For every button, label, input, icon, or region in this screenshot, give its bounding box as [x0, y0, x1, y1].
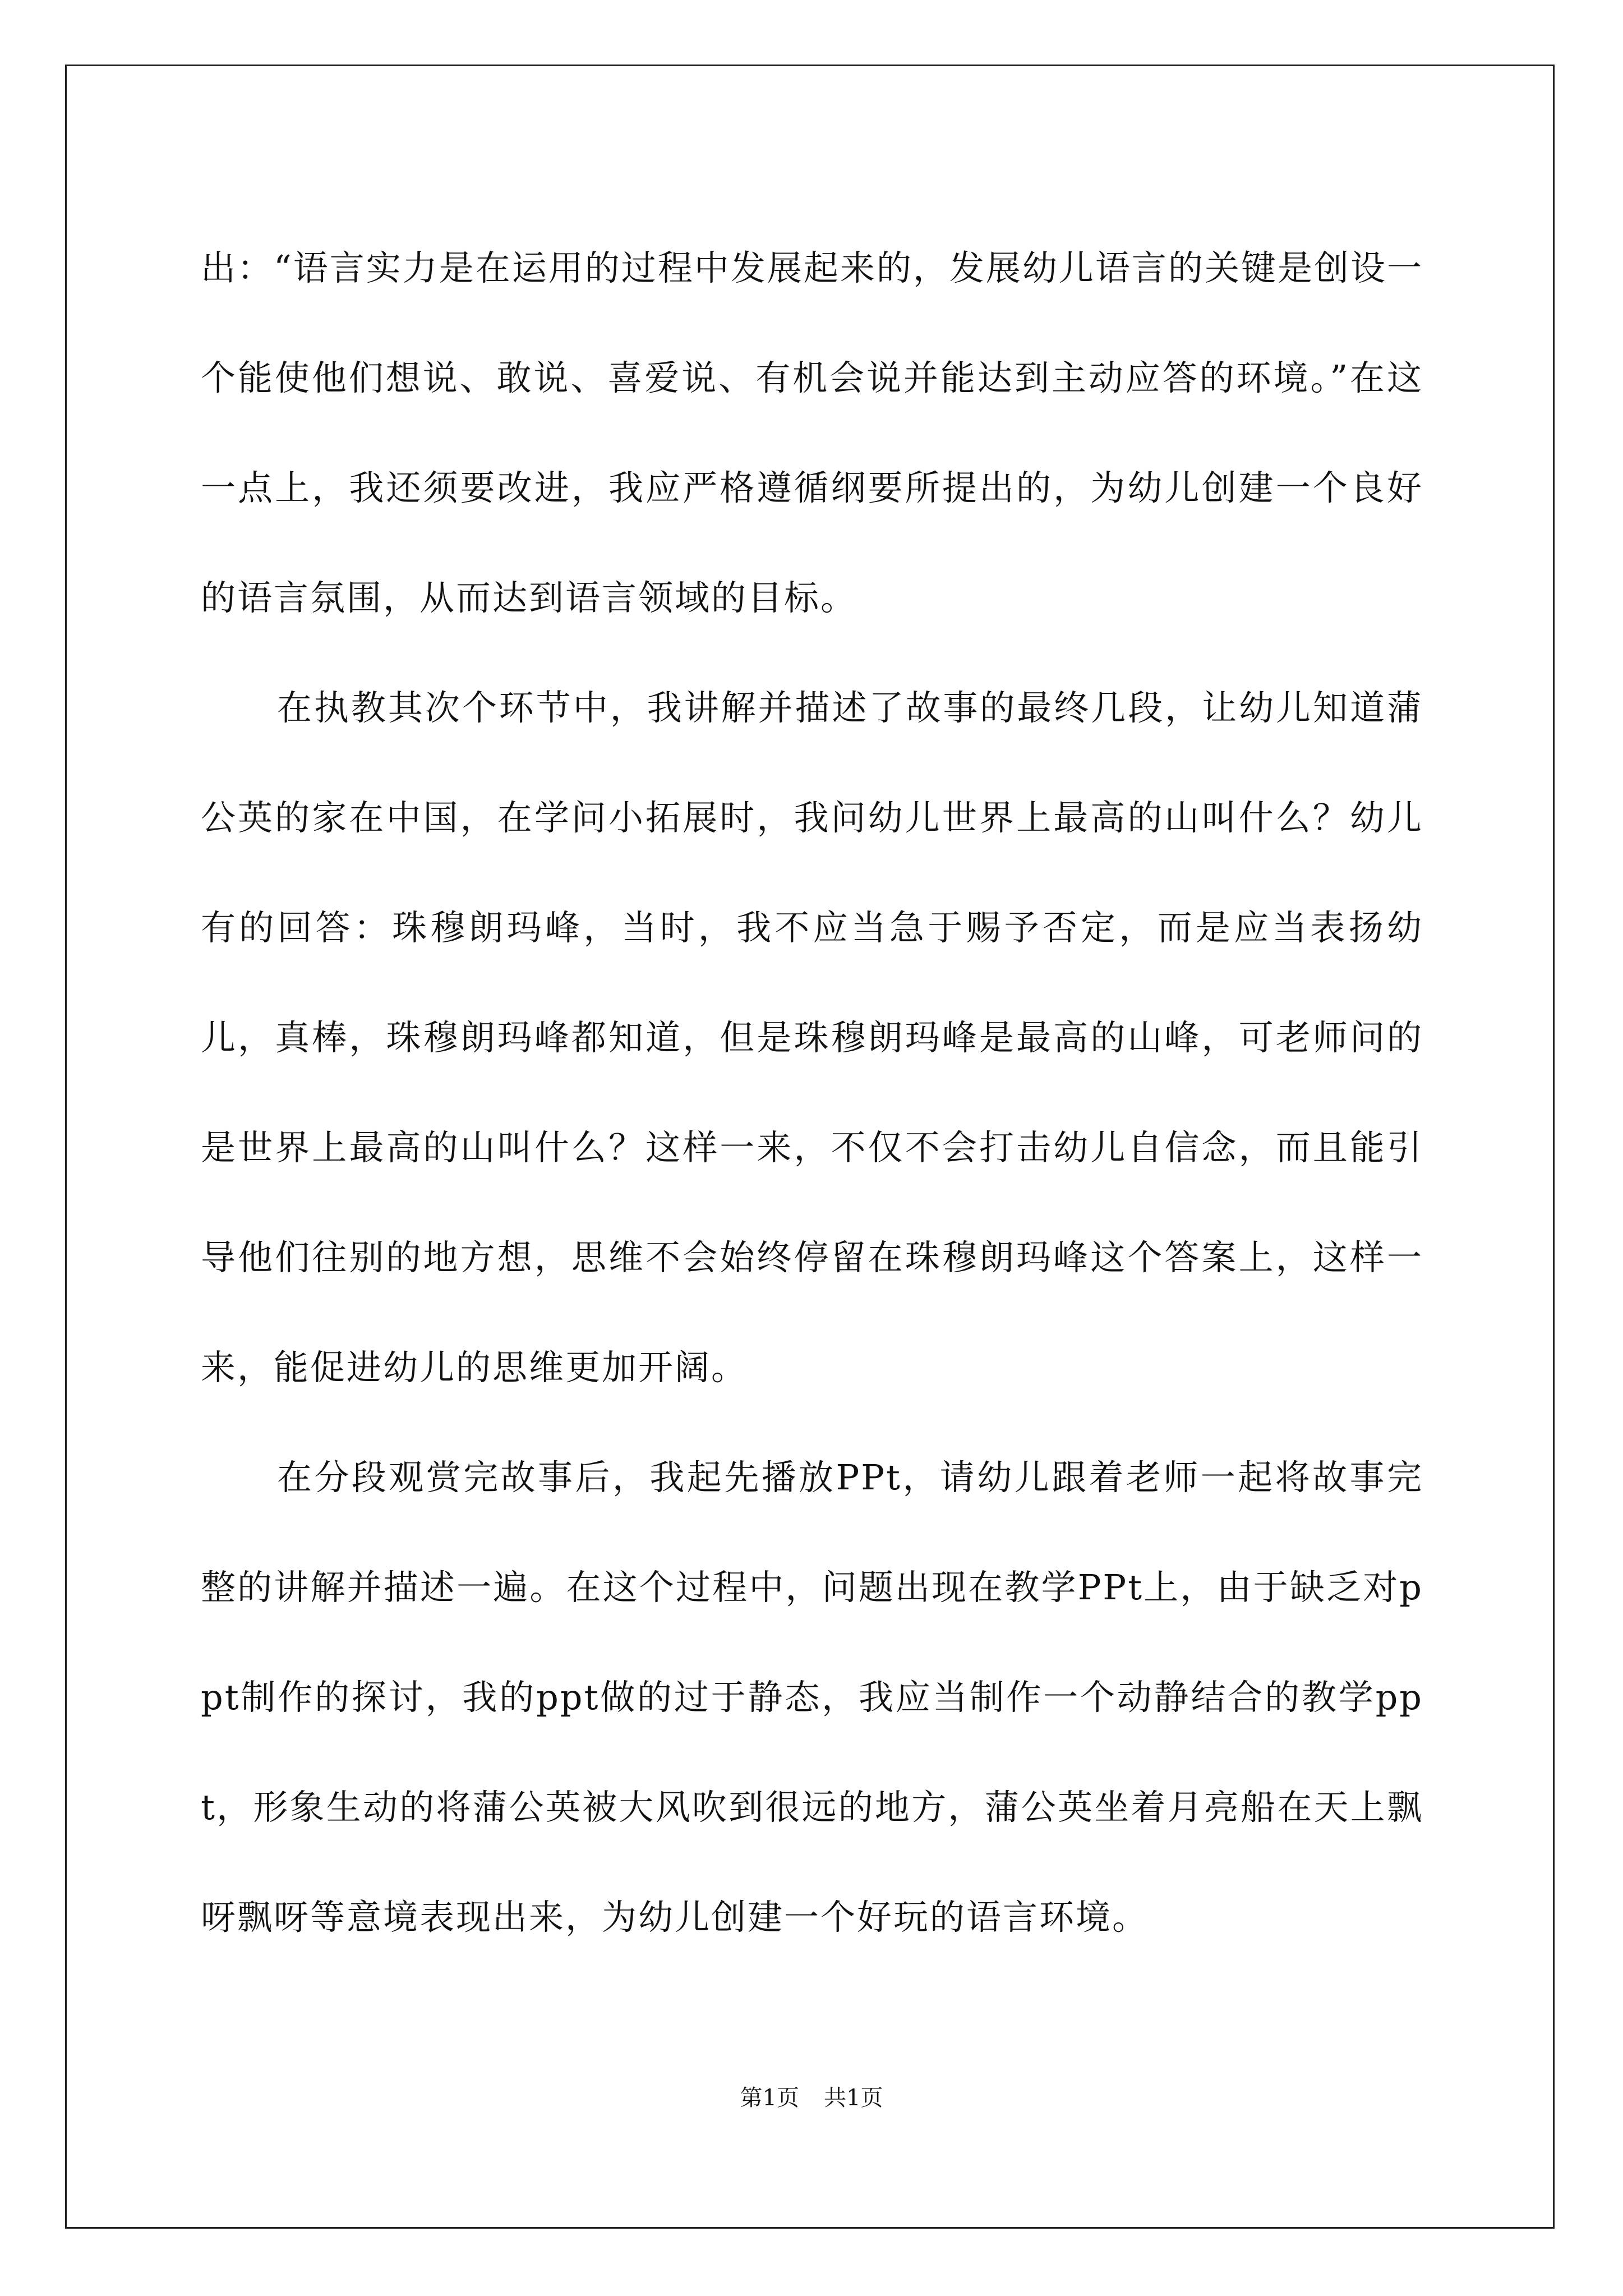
document-body [201, 213, 1423, 1972]
paragraph-continued: 出：“语言实力是在运用的过程中发展起来的，发展幼儿语言的关键是创设一个能使他们想说、敢说、喜爱说、有机会说并能达到主动应答的环境。”在这一点上，我还须要改进，我应严格遵循纲要所提出的，为幼儿创建一个良好的语言氛围，从而达到语言领域的目标。 [201, 247, 1423, 618]
paragraph-ppt-reflection: 在分段观赏完故事后，我起先播放PPt，请幼儿跟着老师一起将故事完整的讲解并描述一遍。在这个过程中，问题出现在教学PPt上，由于缺乏对ppt制作的探讨，我的ppt做的过于静态，我应当制作一个动静结合的教学ppt，形象生动的将蒲公英被大风吹到很远的地方，蒲公英坐着月亮船在天上飘呀飘呀等意境表现出来，为幼儿创建一个好玩的语言环境。 [201, 1457, 1423, 1938]
page-footer [0, 2082, 1623, 2114]
paragraph-second-segment: 在执教其次个环节中，我讲解并描述了故事的最终几段，让幼儿知道蒲公英的家在中国，在学问小拓展时，我问幼儿世界上最高的山叫什么？幼儿有的回答：珠穆朗玛峰，当时，我不应当急于赐予否定，而是应当表扬幼儿，真棒，珠穆朗玛峰都知道，但是珠穆朗玛峰是最高的山峰，可老师问的是世界上最高的山叫什么？这样一来，不仅不会打击幼儿自信念，而且能引导他们往别的地方想，思维不会始终停留在珠穆朗玛峰这个答案上，这样一来，能促进幼儿的思维更加开阔。 [201, 687, 1423, 1388]
page-number: 第1页 [740, 2085, 799, 2111]
page-total: 共1页 [824, 2085, 883, 2111]
